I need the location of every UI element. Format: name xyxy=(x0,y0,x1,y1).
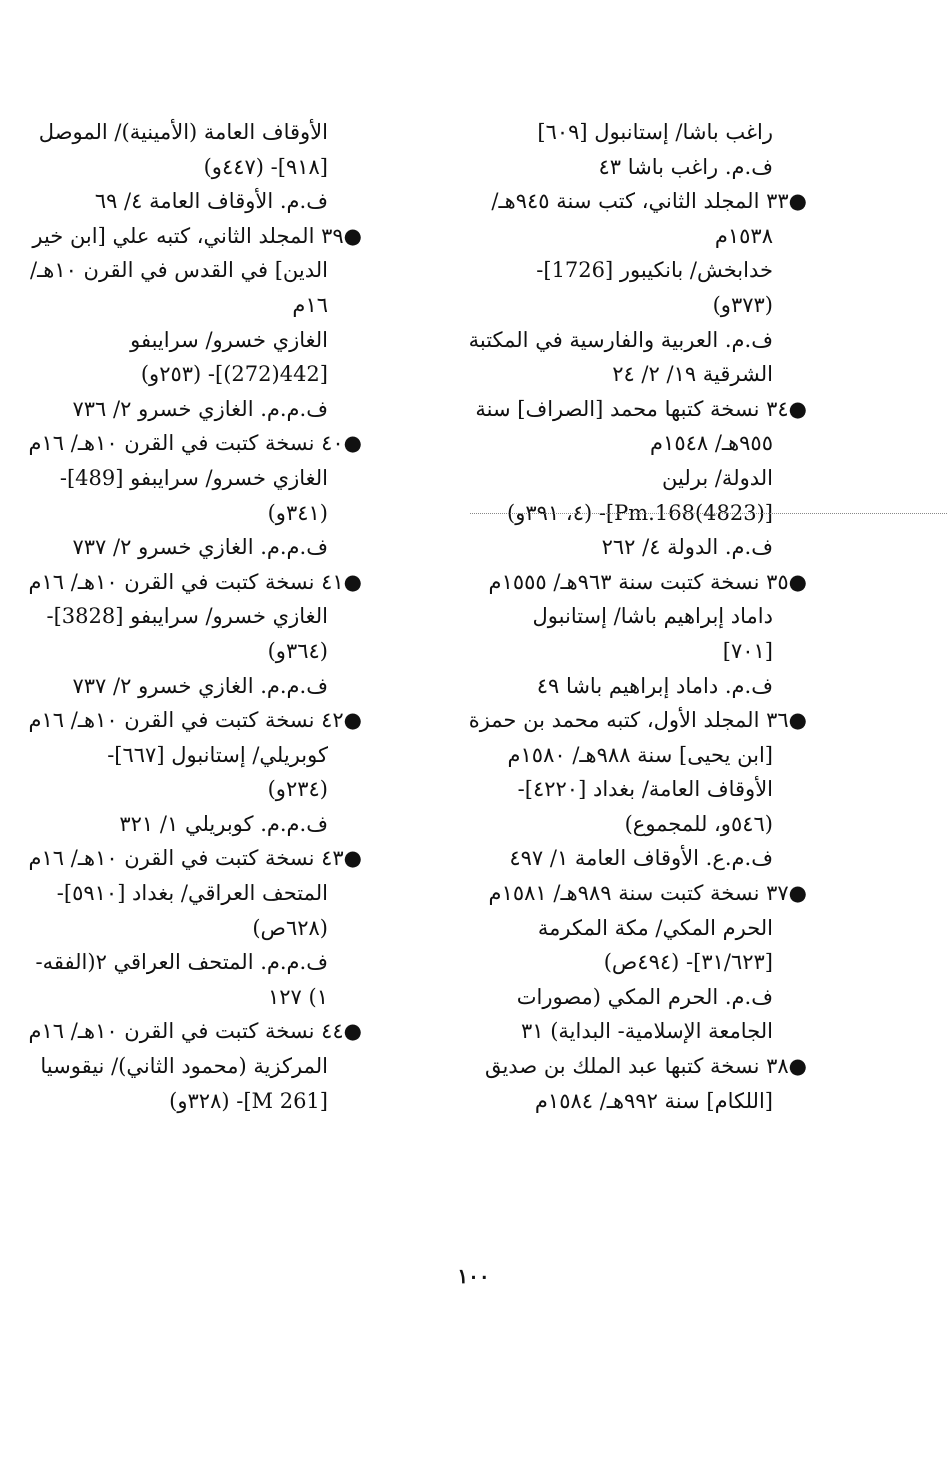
entry-number: ●٣٦ xyxy=(766,708,807,733)
entry-heading-line xyxy=(463,876,807,911)
left-column xyxy=(28,115,362,1118)
page-number: ١٠٠ xyxy=(457,1264,490,1288)
entry-line xyxy=(56,876,362,911)
entry-text: [٧٠١] xyxy=(722,638,773,663)
entry-line xyxy=(66,980,362,1015)
entry-text: الدولة/ برلين xyxy=(662,465,773,490)
entry-line xyxy=(463,669,807,704)
entry-text: ف.م.م. كوبريلي ١/ ٣٢١ xyxy=(119,811,328,836)
entry-number: ●٣٧ xyxy=(766,881,807,906)
entry-heading-line xyxy=(463,565,807,600)
entry-text: الغازي خسرو/ سرايبفو [489]- xyxy=(59,465,328,490)
entry-text: المجلد الثاني، كتب سنة ٩٤٥هـ/ xyxy=(491,189,760,214)
entry-text: نسخة كتبت سنة ٩٨٩هـ/ ١٥٨١م xyxy=(488,881,760,906)
entry-line xyxy=(463,807,807,842)
entry-line xyxy=(66,288,362,323)
entry-text: ف.م. الحرم المكي (مصورات xyxy=(516,984,773,1009)
entry-line xyxy=(463,1014,807,1049)
entry-text: (٣٦٤و) xyxy=(267,638,328,663)
entry-line xyxy=(66,357,362,392)
entry-text: (٢٣٤و) xyxy=(267,777,328,802)
entry-text: الغازي خسرو/ سرايبفو [3828]- xyxy=(46,604,328,629)
entry-text: المركزية (محمود الثاني)/ نيقوسيا xyxy=(40,1054,328,1079)
entry-text: داماد إبراهيم باشا/ إستانبول xyxy=(532,604,773,629)
entry-text: ١٦م xyxy=(292,292,328,317)
entry-text: ف.م. الأوقاف العامة ٤/ ٦٩ xyxy=(94,189,328,214)
entry-line xyxy=(463,219,807,254)
entry-text: ف.م.م. الغازي خسرو ٢/ ٧٣٧ xyxy=(72,535,328,560)
entry-line xyxy=(463,426,807,461)
entry-line xyxy=(30,253,362,288)
entry-text: (٥٤٦و، للمجموع) xyxy=(624,811,773,836)
entry-number: ●٤٤ xyxy=(321,1019,362,1044)
entry-text: (٣٤١و) xyxy=(267,500,328,525)
entry-text: نسخة كتبت في القرن ١٠هـ/ ١٦م xyxy=(28,708,315,733)
entry-line xyxy=(66,184,362,219)
entry-text: ف.م.م. الغازي خسرو ٢/ ٧٣٧ xyxy=(72,673,328,698)
scan-artifact-line xyxy=(470,513,947,514)
entry-line xyxy=(463,115,807,150)
entry-text: [٩١٨]- (٤٤٧و) xyxy=(203,154,328,179)
entry-text: نسخة كتبها عبد الملك بن صديق xyxy=(484,1054,760,1079)
entry-line xyxy=(463,945,807,980)
entry-text: ف.م. راغب باشا ٤٣ xyxy=(598,154,773,179)
entry-text: الحرم المكي/ مكة المكرمة xyxy=(537,915,773,940)
entry-heading-line xyxy=(32,219,362,254)
entry-text: راغب باشا/ إستانبول [٦٠٩] xyxy=(537,120,773,144)
entry-heading-line xyxy=(28,426,362,461)
entry-number: ●٤١ xyxy=(321,569,362,594)
entry-text: نسخة كتبت في القرن ١٠هـ/ ١٦م xyxy=(28,846,315,871)
entry-text: المتحف العراقي/ بغداد [٥٩١٠]- xyxy=(56,881,328,906)
entry-line xyxy=(463,323,807,358)
entry-text: ف.م. الدولة ٤/ ٢٦٢ xyxy=(601,535,773,560)
entry-line xyxy=(66,1084,362,1119)
entry-text: نسخة كتبت في القرن ١٠هـ/ ١٦م xyxy=(28,1019,315,1044)
entry-heading-line xyxy=(28,565,362,600)
entry-line xyxy=(66,738,362,773)
entry-text: ف.م.م. الغازي خسرو ٢/ ٧٣٦ xyxy=(72,396,328,421)
entry-line xyxy=(35,945,362,980)
entry-line xyxy=(463,150,807,185)
entry-text: [اللكام] سنة ٩٩٢هـ/ ١٥٨٤م xyxy=(534,1088,773,1113)
entry-line xyxy=(66,392,362,427)
entry-text: نسخة كتبت سنة ٩٦٣هـ/ ١٥٥٥م xyxy=(488,569,760,594)
entry-text: ف.م.م. المتحف العراقي ٢(الفقه- xyxy=(35,950,328,975)
entry-number: ●٤٢ xyxy=(321,708,362,733)
entry-heading-line xyxy=(463,184,807,219)
entry-text: المجلد الثاني، كتبه علي [ابن خير xyxy=(32,223,315,248)
entry-line xyxy=(46,599,362,634)
entry-number: ●٣٩ xyxy=(321,223,362,248)
entry-line xyxy=(463,357,807,392)
entry-line xyxy=(66,634,362,669)
entry-text: ١٥٣٨م xyxy=(714,223,773,248)
entry-line xyxy=(463,738,807,773)
entry-number: ●٣٨ xyxy=(766,1054,807,1079)
entry-text: ف.م. داماد إبراهيم باشا ٤٩ xyxy=(536,673,773,698)
entry-line xyxy=(66,807,362,842)
entry-text: نسخة كتبت في القرن ١٠هـ/ ١٦م xyxy=(28,569,315,594)
entry-line xyxy=(463,980,807,1015)
entry-line xyxy=(463,599,807,634)
entry-text: الدين] في القدس في القرن ١٠هـ/ xyxy=(30,258,328,283)
entry-line xyxy=(463,634,807,669)
entry-number: ●٤٠ xyxy=(321,431,362,456)
entry-heading-line xyxy=(463,1049,807,1084)
entry-line xyxy=(38,115,362,150)
entry-heading-line xyxy=(28,1014,362,1049)
entry-line xyxy=(40,1049,362,1084)
entry-line xyxy=(66,669,362,704)
entry-text: [٣١/٦٢٣]- (٤٩٤ص) xyxy=(603,950,773,975)
entry-text: الغازي خسرو/ سرايبفو xyxy=(130,327,328,352)
entry-text: [442(272)]- (٢٥٣و) xyxy=(140,362,328,387)
entry-line xyxy=(463,288,807,323)
entry-line xyxy=(463,461,807,496)
entry-text: [(4823)Pm.168]- (٤، ٣٩١و) xyxy=(507,500,773,525)
entry-line xyxy=(463,772,807,807)
entry-text: [ابن يحيى] سنة ٩٨٨هـ/ ١٥٨٠م xyxy=(507,742,773,767)
entry-line xyxy=(66,323,362,358)
entry-line xyxy=(66,496,362,531)
right-column xyxy=(463,115,807,1118)
entry-line xyxy=(66,150,362,185)
entry-line xyxy=(463,841,807,876)
entry-heading-line xyxy=(28,703,362,738)
entry-heading-line xyxy=(463,703,807,738)
entry-line xyxy=(59,461,362,496)
entry-number: ●٣٥ xyxy=(766,569,807,594)
entry-text: الشرقية ١٩/ ٢/ ٢٤ xyxy=(612,362,773,387)
entry-line xyxy=(463,911,807,946)
entry-text: نسخة كتبها محمد [الصراف] سنة xyxy=(475,396,760,421)
entry-text: الأوقاف العامة/ بغداد [٤٢٢٠]- xyxy=(517,777,773,802)
entry-text: ٩٥٥هـ/ ١٥٤٨م xyxy=(650,431,773,456)
entry-line xyxy=(463,253,807,288)
entry-text: ف.م.ع. الأوقاف العامة ١/ ٤٩٧ xyxy=(509,846,773,871)
entry-line xyxy=(66,772,362,807)
entry-text: المجلد الأول، كتبه محمد بن حمزة xyxy=(468,708,760,733)
entry-text: نسخة كتبت في القرن ١٠هـ/ ١٦م xyxy=(28,431,315,456)
entry-line xyxy=(463,1084,807,1119)
entry-number: ●٣٣ xyxy=(766,189,807,214)
entry-heading-line xyxy=(28,841,362,876)
entry-number: ●٣٤ xyxy=(766,396,807,421)
entry-text: خدابخش/ بانكيبور [1726]- xyxy=(536,258,773,283)
entry-text: (٦٢٨ص) xyxy=(252,915,328,940)
entry-text: (٣٧٣و) xyxy=(712,292,773,317)
entry-text: ف.م. العربية والفارسية في المكتبة xyxy=(468,327,773,352)
entry-line xyxy=(66,530,362,565)
entry-line xyxy=(463,530,807,565)
entry-text: الجامعة الإسلامية- البداية) ٣١ xyxy=(520,1019,773,1044)
entry-text: ١) ١٢٧ xyxy=(268,984,328,1009)
entry-heading-line xyxy=(463,392,807,427)
entry-number: ●٤٣ xyxy=(321,846,362,871)
entry-line xyxy=(66,911,362,946)
entry-text: [M 261]- (٣٢٨و) xyxy=(169,1088,328,1113)
entry-text: الأوقاف العامة (الأمينية)/ الموصل xyxy=(38,120,328,144)
entry-text: كوبريلي/ إستانبول [٦٦٧]- xyxy=(107,742,328,767)
